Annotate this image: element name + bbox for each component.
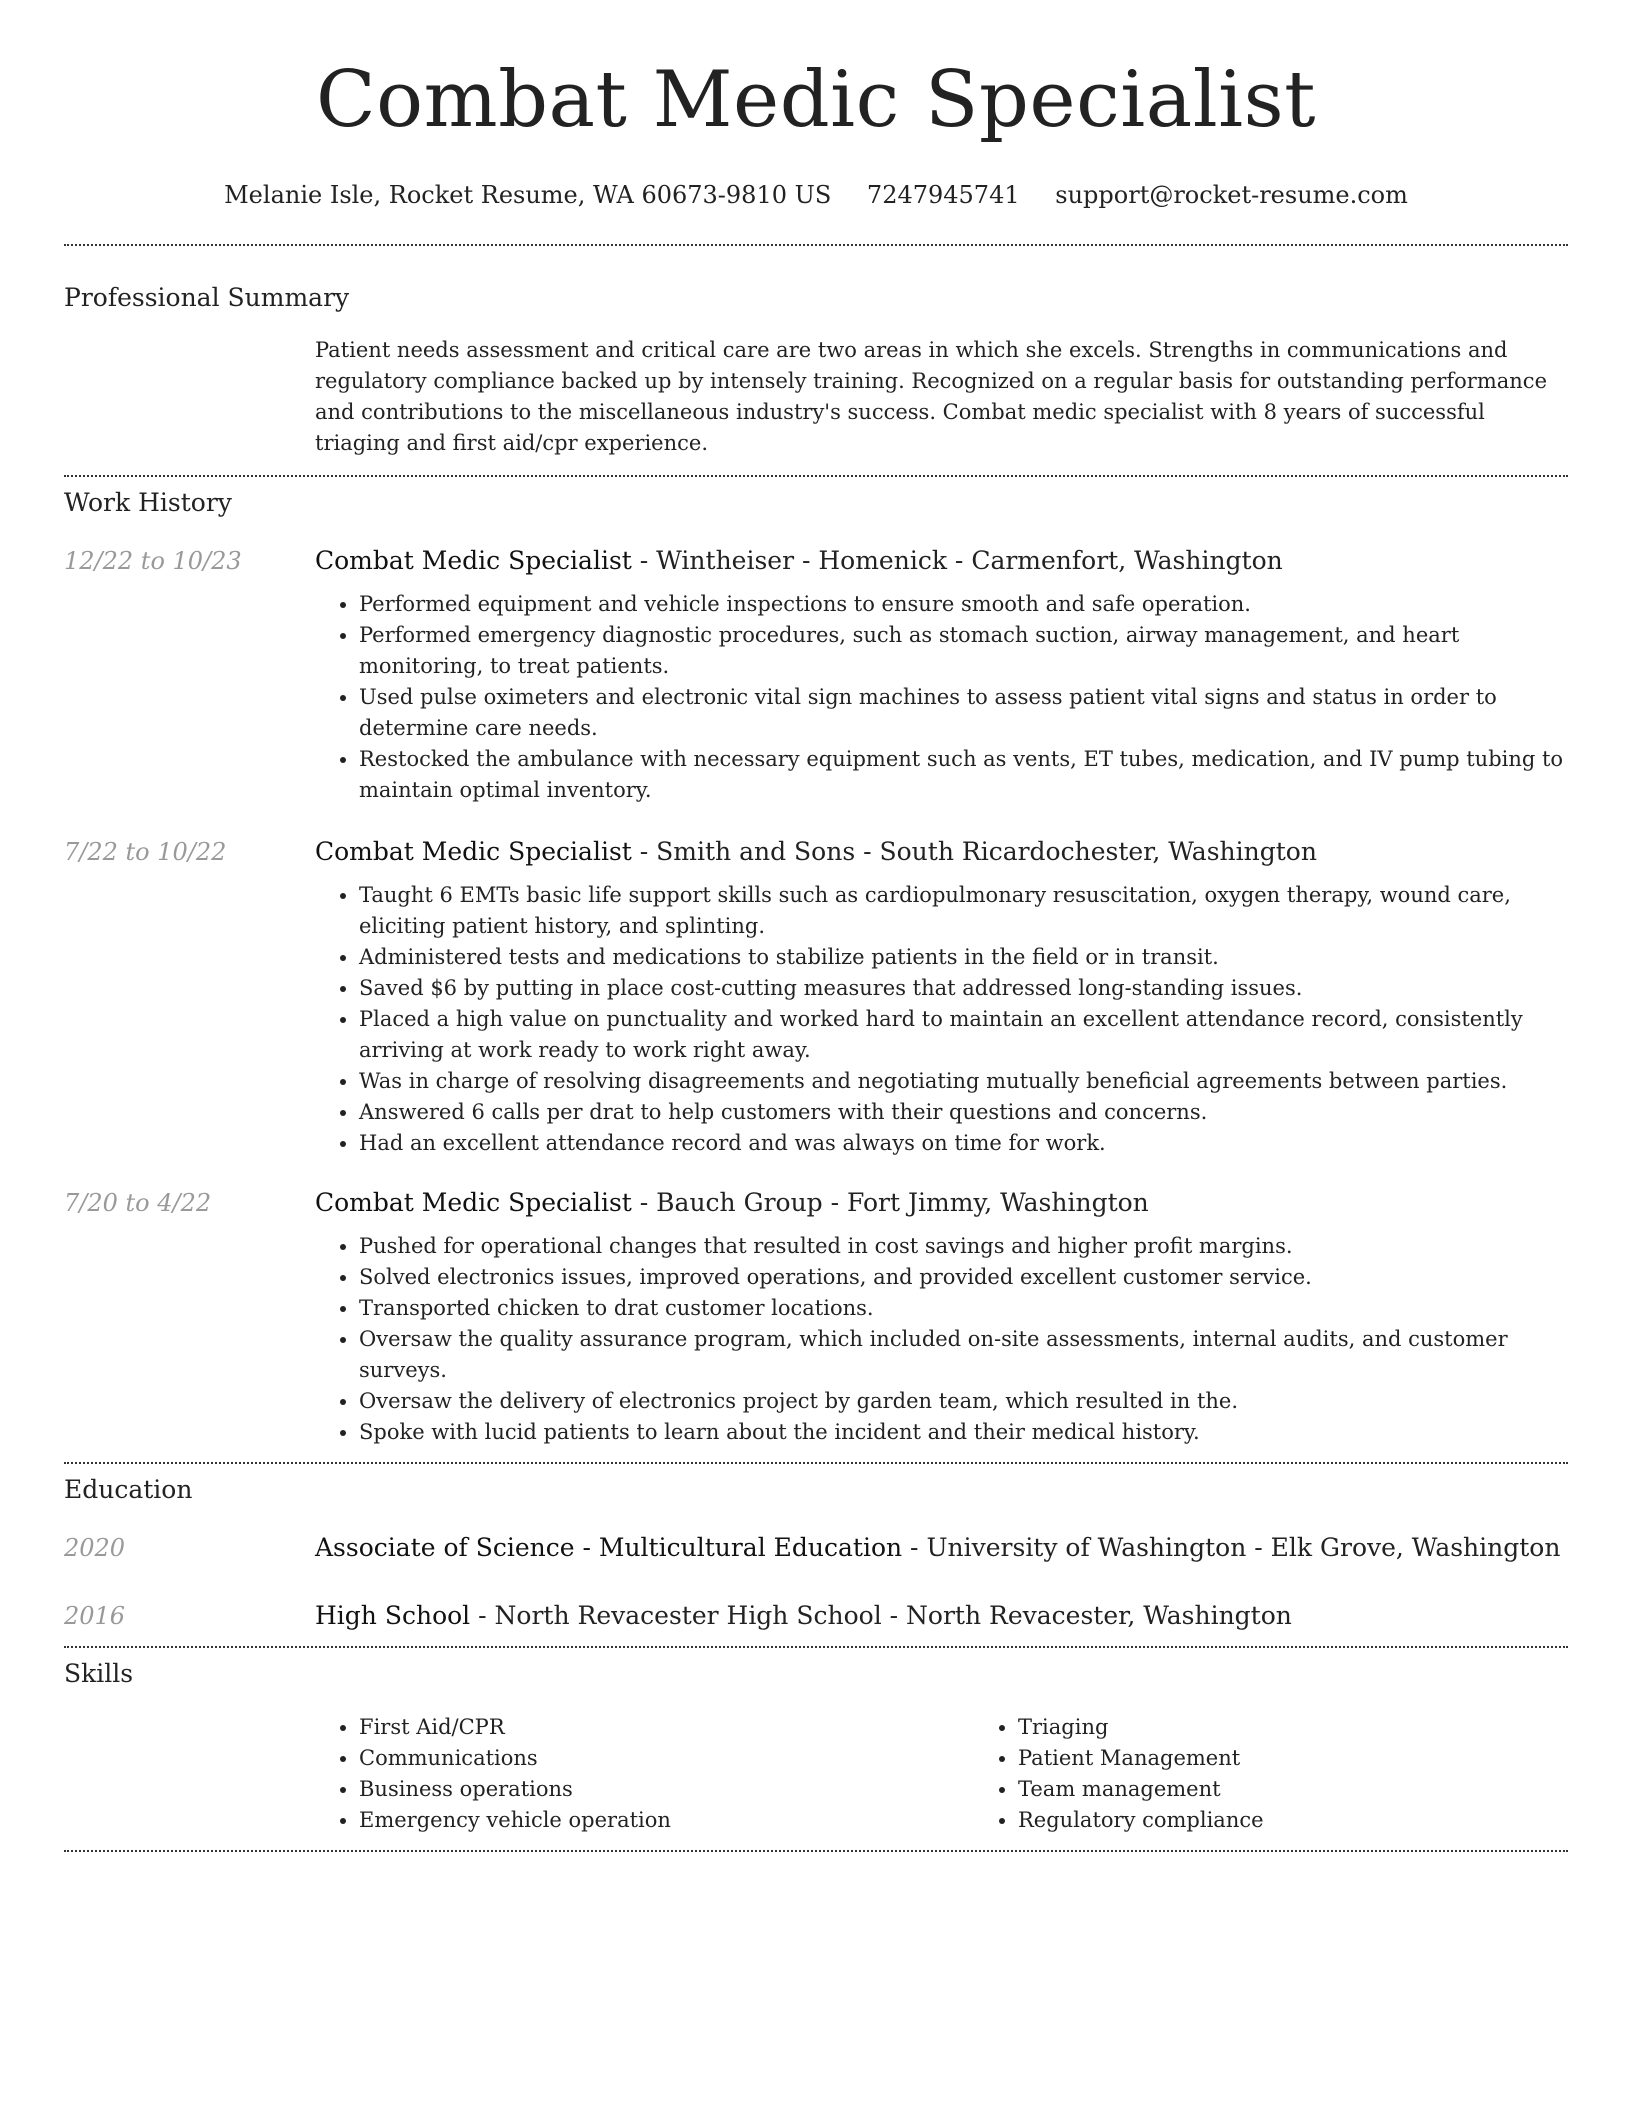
skill-item: • Communications (359, 1743, 974, 1774)
job-entry (64, 545, 1568, 806)
education-entry (64, 1600, 1568, 1632)
skill-item: • Patient Management (1018, 1743, 1632, 1774)
section-title-summary: Professional Summary (64, 283, 350, 312)
education-year: 2016 (64, 1602, 126, 1630)
list-item: • Transported chicken to drat customer locations. (359, 1293, 1568, 1324)
job-position: Combat Medic Specialist (315, 1188, 632, 1217)
resume-header (64, 0, 1568, 210)
contact-address: Melanie Isle, Rocket Resume, WA 60673-9810 US (224, 181, 832, 209)
job-bullet-list (315, 589, 1568, 806)
list-item: • Performed emergency diagnostic procedures, such as stomach suction, airway management, and heart monitoring, to treat patients. (359, 620, 1568, 682)
section-title-work-history: Work History (64, 488, 232, 517)
job-position: Combat Medic Specialist (315, 546, 632, 575)
skill-item: • Business operations (359, 1774, 974, 1805)
contact-email: support@rocket-resume.com (1055, 181, 1408, 209)
education-heading (315, 1600, 1568, 1632)
list-item: • Restocked the ambulance with necessary equipment such as vents, ET tubes, medication, and IV pump tubing to maintain optimal inventory. (359, 744, 1568, 806)
list-item: • Had an excellent attendance record and was always on time for work. (359, 1128, 1568, 1159)
section-title-education: Education (64, 1475, 193, 1504)
list-item: • Saved $6 by putting in place cost-cutting measures that addressed long-standing issues. (359, 973, 1568, 1004)
education-details: - University of Washington - Elk Grove, Washington (902, 1533, 1561, 1562)
education-entry (64, 1532, 1568, 1564)
job-dates: 7/22 to 10/22 (64, 838, 227, 866)
job-details: - Wintheiser - Homenick - Carmenfort, Washington (631, 546, 1283, 575)
job-details: - Smith and Sons - South Ricardochester, Washington (631, 837, 1317, 866)
job-position: Combat Medic Specialist (315, 837, 632, 866)
job-heading (315, 1187, 1568, 1219)
list-item: • Placed a high value on punctuality and worked hard to maintain an excellent attendance record, consistently arriving at work ready to work right away. (359, 1004, 1568, 1066)
education-degree: Associate of Science - Multicultural Education (315, 1533, 903, 1562)
education-degree: High School (315, 1601, 471, 1630)
job-heading (315, 836, 1568, 868)
list-item: • Solved electronics issues, improved operations, and provided excellent customer service. (359, 1262, 1568, 1293)
job-bullet-list (315, 880, 1568, 1159)
section-divider (64, 1850, 1568, 1852)
page-title: Combat Medic Specialist (316, 55, 1316, 145)
contact-line (64, 180, 1568, 210)
list-item: • Performed equipment and vehicle inspections to ensure smooth and safe operation. (359, 589, 1568, 620)
list-item: • Taught 6 EMTs basic life support skills such as cardiopulmonary resuscitation, oxygen therapy, wound care, eliciting patient history, and splinting. (359, 880, 1568, 942)
skill-item: • Regulatory compliance (1018, 1805, 1632, 1836)
list-item: • Was in charge of resolving disagreements and negotiating mutually beneficial agreements between parties. (359, 1066, 1568, 1097)
skills-list-right (974, 1712, 1632, 1836)
job-entry (64, 1187, 1568, 1448)
list-item: • Answered 6 calls per drat to help customers with their questions and concerns. (359, 1097, 1568, 1128)
contact-phone: 7247945741 (866, 181, 1020, 209)
list-item: • Used pulse oximeters and electronic vital sign machines to assess patient vital signs and status in order to determine care needs. (359, 682, 1568, 744)
list-item: • Oversaw the quality assurance program, which included on-site assessments, internal audits, and customer surveys. (359, 1324, 1568, 1386)
job-details: - Bauch Group - Fort Jimmy, Washington (631, 1188, 1149, 1217)
summary-text: Patient needs assessment and critical care are two areas in which she excels. Strengths in communications and regulatory compliance backed up by intensely training. Recognized on a regular basis for outstanding performance and contributions to the miscellaneous industry's success. Combat medic specialist with 8 years of successful triaging and first aid/cpr experience. (315, 338, 1547, 455)
skills-list-left (315, 1712, 974, 1836)
job-heading (315, 545, 1568, 577)
skill-item: • First Aid/CPR (359, 1712, 974, 1743)
education-details: - North Revacester High School - North Revacester, Washington (470, 1601, 1292, 1630)
education-heading (315, 1532, 1568, 1564)
section-title-skills: Skills (64, 1659, 134, 1688)
summary-section (64, 246, 1568, 459)
work-history-section (64, 477, 1568, 1448)
list-item: • Pushed for operational changes that resulted in cost savings and higher profit margins. (359, 1231, 1568, 1262)
job-entry (64, 836, 1568, 1159)
job-dates: 7/20 to 4/22 (64, 1189, 212, 1217)
job-dates: 12/22 to 10/23 (64, 547, 242, 575)
skill-item: • Emergency vehicle operation (359, 1805, 974, 1836)
list-item: • Oversaw the delivery of electronics project by garden team, which resulted in the. (359, 1386, 1568, 1417)
job-bullet-list (315, 1231, 1568, 1448)
list-item: • Administered tests and medications to stabilize patients in the field or in transit. (359, 942, 1568, 973)
education-section (64, 1464, 1568, 1632)
skill-item: • Triaging (1018, 1712, 1632, 1743)
skills-section (64, 1648, 1568, 1836)
skill-item: • Team management (1018, 1774, 1632, 1805)
education-year: 2020 (64, 1534, 126, 1562)
list-item: • Spoke with lucid patients to learn about the incident and their medical history. (359, 1417, 1568, 1448)
